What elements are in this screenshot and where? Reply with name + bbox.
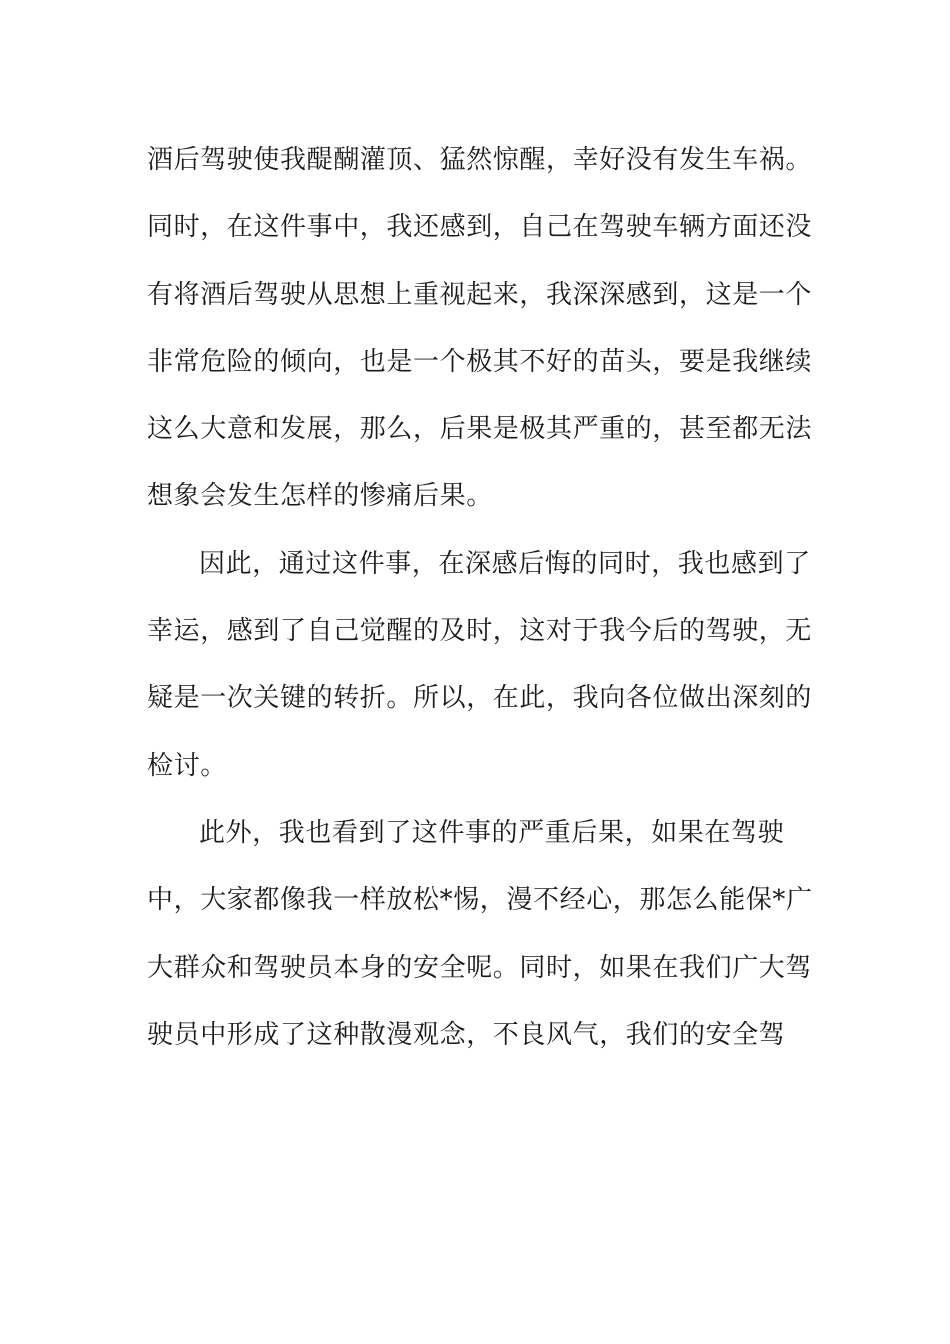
- text-line: 幸运，感到了自己觉醒的及时，这对于我今后的驾驶，无: [147, 616, 813, 647]
- text-line: 想象会发生怎样的惨痛后果。: [147, 481, 493, 512]
- text-line: 检讨。: [147, 750, 227, 781]
- text-line: 这么大意和发展，那么，后果是极其严重的，甚至都无法: [147, 414, 813, 445]
- text-line: 大群众和驾驶员本身的安全呢。同时，如果在我们广大驾: [147, 952, 813, 983]
- text-line: 有将酒后驾驶从思想上重视起来，我深深感到，这是一个: [147, 279, 813, 310]
- text-line: 此外，我也看到了这件事的严重后果，如果在驾驶: [199, 817, 785, 848]
- document-body: [147, 127, 813, 1069]
- text-line: 疑是一次关键的转折。所以，在此，我向各位做出深刻的: [147, 683, 813, 714]
- text-line: 非常危险的倾向，也是一个极其不好的苗头，要是我继续: [147, 346, 813, 377]
- text-line: 同时，在这件事中，我还感到，自己在驾驶车辆方面还没: [147, 212, 813, 243]
- text-line: 因此，通过这件事，在深感后悔的同时，我也感到了: [199, 548, 811, 579]
- text-line: 中，大家都像我一样放松*惕，漫不经心，那怎么能保*广: [147, 885, 813, 916]
- text-line: 酒后驾驶使我醍醐灌顶、猛然惊醒，幸好没有发生车祸。: [147, 145, 813, 175]
- text-line: 驶员中形成了这种散漫观念，不良风气，我们的安全驾: [147, 1019, 786, 1050]
